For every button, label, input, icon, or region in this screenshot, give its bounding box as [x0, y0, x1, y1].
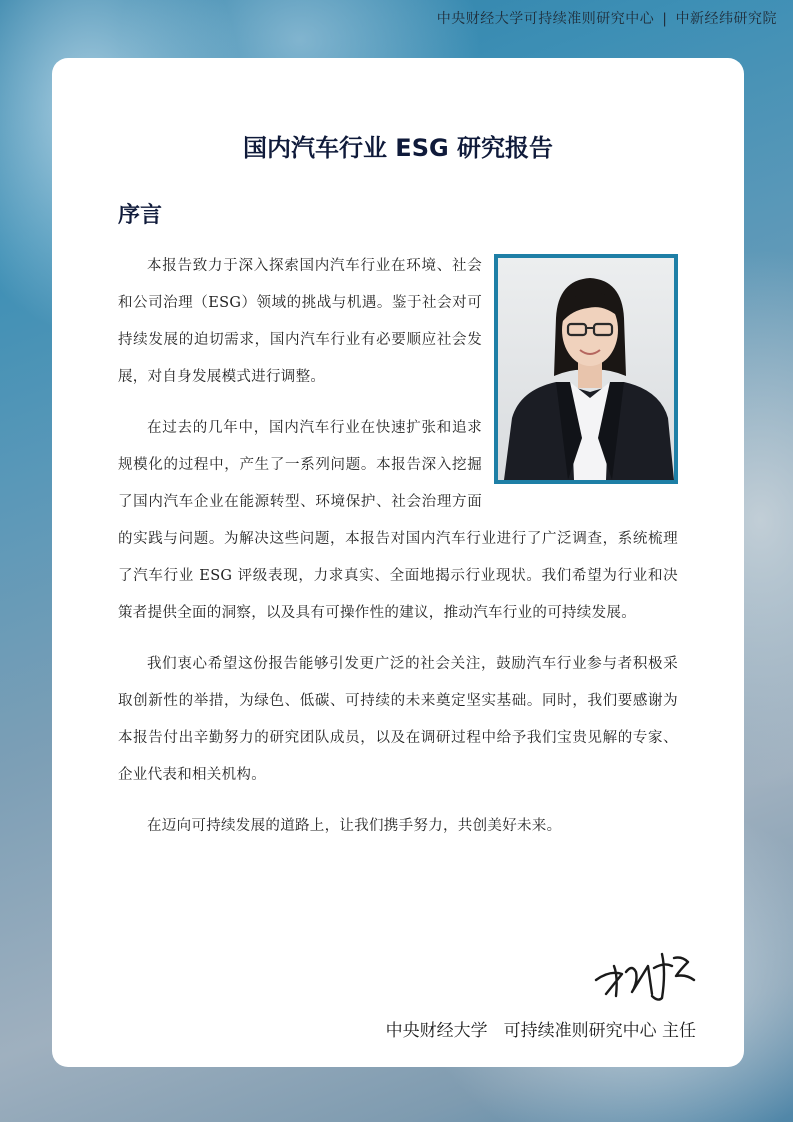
section-title: 序言	[118, 203, 163, 228]
handwritten-signature	[592, 936, 702, 1002]
signoff-organization: 中央财经大学	[385, 1021, 488, 1041]
preface-body	[118, 248, 678, 859]
preface-paragraph-3: 我们衷心希望这份报告能够引发更广泛的社会关注，鼓励汽车行业参与者积极采取创新性的举措，为绿色、低碳、可持续的未来奠定坚实基础。同时，我们要感谢为本报告付出辛勤努力的研究团队成员，以及在调研过程中给予我们宝贵见解的专家、企业代表和相关机构。	[118, 656, 678, 783]
preface-paragraph-4: 在迈向可持续发展的道路上，让我们携手努力，共创美好未来。	[147, 818, 562, 834]
header-org-right: 中新经纬研究院	[675, 11, 777, 27]
preface-paragraph-2: 在过去的几年中，国内汽车行业在快速扩张和追求规模化的过程中，产生了一系列问题。本报告深入挖掘了国内汽车企业在能源转型、环境保护、社会治理方面的实践与问题。为解决这些问题，本报告对国内汽车行业进行了广泛调查，系统梳理了汽车行业 ESG 评级表现，力求真实、全面地揭示行业现状。我们希望为行业和决策者提供全面的洞察，以及具有可操作性的建议，推动汽车行业的可持续发展。	[118, 420, 678, 621]
signature-image	[592, 936, 702, 1002]
signoff-line	[386, 1016, 696, 1041]
page-header	[437, 8, 777, 28]
report-title: 国内汽车行业 ESG 研究报告	[242, 134, 554, 162]
header-separator: |	[662, 11, 668, 27]
signoff-role: 可持续准则研究中心 主任	[503, 1021, 696, 1041]
content-card	[52, 58, 744, 1067]
portrait-wrap-spacer	[482, 248, 678, 498]
header-org-left: 中央财经大学可持续准则研究中心	[436, 11, 655, 27]
preface-paragraph-1: 本报告致力于深入探索国内汽车行业在环境、社会和公司治理（ESG）领域的挑战与机遇。鉴于社会对可持续发展的迫切需求，国内汽车行业有必要顺应社会发展，对自身发展模式进行调整。	[118, 258, 482, 385]
